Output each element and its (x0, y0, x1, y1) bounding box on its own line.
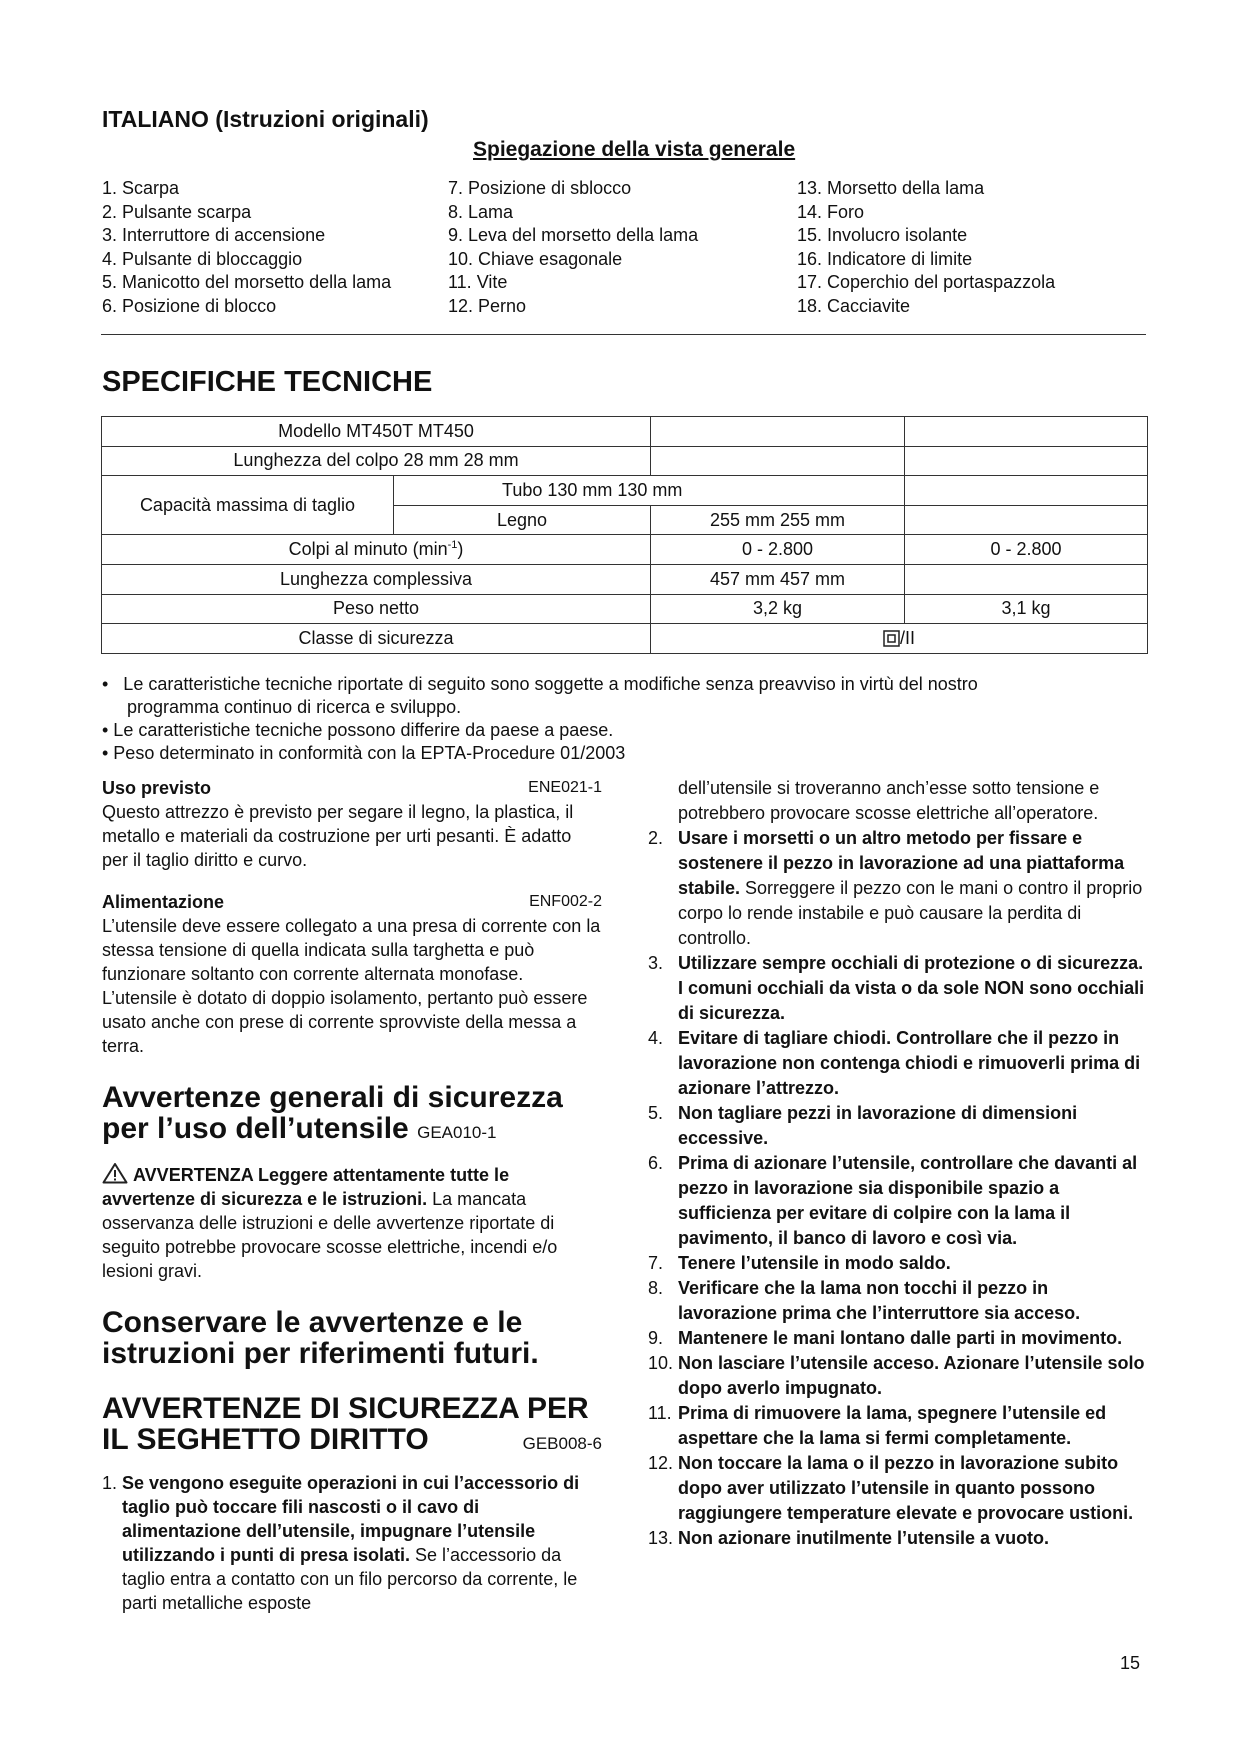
legend-item: 11. Vite (448, 272, 508, 293)
list-item (102, 1471, 602, 1615)
power-code: ENF002-2 (529, 893, 602, 910)
page-number: 15 (1120, 1653, 1141, 1673)
specs-table (101, 416, 1148, 654)
intended-use-text: Questo attrezzo è previsto per segare il legno, la plastica, il metallo e materiali da costruzione per urti pesanti. È adatto per il taglio diritto e curvo. (102, 802, 574, 870)
item-number: 13. (648, 1528, 674, 1548)
table-row (102, 594, 1148, 624)
spm-label-cell (102, 535, 651, 565)
intended-use-header (102, 776, 602, 800)
general-safety-title (102, 1082, 602, 1148)
weight-value-2: 3,1 kg (905, 594, 1148, 624)
saw-title-line-2 (102, 1424, 602, 1459)
specs-heading: SPECIFICHE TECNICHE (102, 366, 433, 398)
item-number: 6. (648, 1153, 664, 1173)
legend-column-2 (448, 177, 698, 319)
item-bold: Non toccare la lama o il pezzo in lavorazione subito dopo aver utilizzato l’utensile in quanto possono raggiungere temperature elevate e provocare ustioni. (678, 1453, 1134, 1523)
item-number: 10. (648, 1353, 674, 1373)
saw-code: GEB008-6 (522, 1434, 602, 1453)
legend-item: 13. Morsetto della lama (797, 178, 985, 198)
double-insulation-icon (883, 630, 900, 647)
item-bold: Prima di azionare l’utensile, controllare che davanti al pezzo in lavorazione sia disponibile spazio a sufficienza per evitare di colpire con la lama il pavimento, il banco di lavoro e così via. (678, 1153, 1138, 1248)
spm-label: Colpi al minuto (min (288, 539, 448, 560)
general-title-text: per l’uso dell’utensile (102, 1112, 409, 1145)
list-item (648, 1251, 1148, 1276)
capacity-label-cell: Capacità massima di taglio (102, 476, 394, 535)
note-line: • Le caratteristiche tecniche possono differire da paese a paese. (102, 720, 614, 740)
legend-item: 17. Coperchio del portaspazzola (797, 272, 1056, 293)
empty-cell (905, 564, 1148, 594)
note-line: • Le caratteristiche tecniche riportate di seguito sono soggette a modifiche senza preavviso in virtù del nostro (102, 674, 978, 694)
list-item (648, 1101, 1148, 1151)
general-code: GEA010-1 (417, 1123, 497, 1142)
table-row (102, 446, 1148, 476)
class-label-cell: Classe di sicurezza (102, 624, 651, 654)
item-number: 1. (102, 1473, 118, 1493)
saw-title-text: IL SEGHETTO DIRITTO (102, 1423, 429, 1456)
item-number: 4. (648, 1028, 664, 1048)
general-title-line-2 (102, 1113, 602, 1148)
item-number: 2. (648, 828, 664, 848)
table-row (102, 535, 1148, 565)
pipe-cell: Tubo 130 mm 130 mm (394, 476, 905, 506)
item-bold: Non azionare inutilmente l’utensile a vuoto. (678, 1528, 1050, 1548)
legend-item: 5. Manicotto del morsetto della lama (102, 272, 392, 293)
list-item (648, 1401, 1148, 1451)
legend-item: 10. Chiave esagonale (448, 248, 623, 269)
item-bold: Prima di rimuovere la lama, spegnere l’utensile ed aspettare che la lama si fermi completamente. (678, 1403, 1107, 1448)
item-bold: Utilizzare sempre occhiali di protezione o di sicurezza. I comuni occhiali da vista o da sole NON sono occhiali di sicurezza. (678, 953, 1145, 1023)
list-item (648, 1151, 1148, 1251)
spm-sup: -1 (447, 539, 458, 552)
legend-item: 6. Posizione di blocco (102, 295, 277, 316)
empty-cell (651, 417, 905, 447)
stroke-cell: Lunghezza del colpo 28 mm 28 mm (102, 446, 651, 476)
warning-paragraph (102, 1162, 602, 1283)
item-bold: Mantenere le mani lontano dalle parti in movimento. (678, 1328, 1123, 1348)
empty-cell (905, 476, 1148, 506)
empty-cell (905, 417, 1148, 447)
legend-item: 4. Pulsante di bloccaggio (102, 248, 303, 269)
table-row (102, 417, 1148, 447)
keep-instructions-title: Conservare le avvertenze e le istruzioni per riferimenti futuri. (102, 1306, 539, 1370)
table-row (102, 564, 1148, 594)
item-number: 3. (648, 953, 664, 973)
general-title-line-1: Avvertenze generali di sicurezza (102, 1081, 563, 1114)
right-column (648, 776, 1148, 1551)
length-value-cell: 457 mm 457 mm (651, 564, 905, 594)
power-text: L’utensile deve essere collegato a una presa di corrente con la stessa tensione di quella indicata sulla targhetta e può funzionare soltanto con corrente alternata monofase. L’utensile è dotato di doppio isolamento, pertanto può essere usato anche con prese di corrente sprovviste della messa a terra. (102, 916, 601, 1056)
empty-cell (905, 446, 1148, 476)
list-item (648, 1526, 1148, 1551)
table-row (102, 476, 1148, 506)
power-title: Alimentazione (102, 892, 225, 912)
empty-cell (905, 505, 1148, 535)
note-line: programma continuo di ricerca e sviluppo. (102, 697, 462, 717)
spm-value-1: 0 - 2.800 (651, 535, 905, 565)
list-item (648, 1351, 1148, 1401)
item-bold: Non tagliare pezzi in lavorazione di dimensioni eccessive. (678, 1103, 1078, 1148)
spm-value-2: 0 - 2.800 (905, 535, 1148, 565)
legend-column-1 (102, 177, 391, 319)
item-number: 5. (648, 1103, 664, 1123)
item-number: 7. (648, 1253, 664, 1273)
class-value-cell (651, 624, 1148, 654)
wood-label-cell: Legno (394, 505, 651, 535)
legend-item: 16. Indicatore di limite (797, 248, 973, 269)
item-bold: Evitare di tagliare chiodi. Controllare che il pezzo in lavorazione non contenga chiodi e rimuoverli prima di azionare l’attrezzo. (678, 1028, 1141, 1098)
empty-cell (651, 446, 905, 476)
table-row (102, 624, 1148, 654)
list-item (648, 1276, 1148, 1326)
warning-triangle-icon (102, 1162, 128, 1184)
legend-item: 18. Cacciavite (797, 295, 911, 316)
legend-item: 2. Pulsante scarpa (102, 201, 252, 222)
item-number: 11. (648, 1403, 672, 1423)
left-column (102, 776, 602, 1615)
continued-text: dell’utensile si troveranno anch’esse sotto tensione e potrebbero provocare scosse elettriche all’operatore. (678, 778, 1100, 823)
language-title: ITALIANO (Istruzioni originali) (102, 106, 429, 132)
weight-label-cell: Peso netto (102, 594, 651, 624)
item-number: 8. (648, 1278, 664, 1298)
warning-text: La mancata osservanza delle istruzioni e delle avvertenze riportate di seguito potrebbe provocare scosse elettriche, incendi e/o lesioni gravi. (102, 1189, 558, 1281)
spec-notes (102, 673, 1142, 765)
item-bold: Verificare che la lama non tocchi il pezzo in lavorazione prima che l’interruttore sia acceso. (678, 1278, 1081, 1323)
legend-item: 15. Involucro isolante (797, 225, 968, 246)
legend-item: 9. Leva del morsetto della lama (448, 225, 699, 246)
class-value: /II (899, 627, 915, 648)
legend-item: 8. Lama (448, 201, 514, 222)
saw-safety-title (102, 1393, 602, 1459)
wood-value-cell: 255 mm 255 mm (651, 505, 905, 535)
list-item (648, 951, 1148, 1026)
weight-value-1: 3,2 kg (651, 594, 905, 624)
legend-column-3 (797, 177, 1055, 319)
list-item (648, 826, 1148, 951)
spm-close: ) (457, 539, 464, 560)
header-divider (101, 334, 1146, 335)
saw-title-line-1: AVVERTENZE DI SICUREZZA PER (102, 1392, 589, 1425)
note-line: • Peso determinato in conformità con la EPTA-Procedure 01/2003 (102, 743, 626, 763)
legend-item: 7. Posizione di sblocco (448, 178, 632, 198)
legend-title: Spiegazione della vista generale (473, 138, 796, 161)
warning-bold: AVVERTENZA Leggere attentamente tutte le avvertenze di sicurezza e le istruzioni. (102, 1165, 510, 1209)
length-label-cell: Lunghezza complessiva (102, 564, 651, 594)
item-bold: Tenere l’utensile in modo saldo. (678, 1253, 951, 1273)
list-item (648, 1026, 1148, 1101)
legend-item: 1. Scarpa (102, 178, 180, 198)
model-cell: Modello MT450T MT450 (102, 417, 651, 447)
power-header (102, 890, 602, 914)
item-number: 12. (648, 1453, 674, 1473)
legend-item: 14. Foro (797, 201, 865, 222)
legend-item: 3. Interruttore di accensione (102, 225, 326, 246)
item-number: 9. (648, 1328, 664, 1348)
legend-item: 12. Perno (448, 295, 527, 316)
list-item (648, 1326, 1148, 1351)
item-text: Se l’accessorio da taglio entra a contatto con un filo percorso da corrente, le parti metalliche esposte (122, 1545, 578, 1613)
item-bold: Non lasciare l’utensile acceso. Azionare l’utensile solo dopo averlo impugnato. (678, 1353, 1145, 1398)
item-bold: Se vengono eseguite operazioni in cui l’accessorio di taglio può toccare fili nascosti o il cavo di alimentazione dell’utensile, impugnare l’utensile utilizzando i punti di presa isolati. (122, 1473, 580, 1565)
item-bold: Usare i morsetti o un altro metodo per fissare e sostenere il pezzo in lavorazione ad una piattaforma stabile. (678, 828, 1125, 898)
intended-use-code: ENE021-1 (528, 779, 602, 796)
right-list (648, 826, 1148, 1551)
intended-use-title: Uso previsto (102, 778, 212, 798)
list-item (648, 1451, 1148, 1526)
item-text: Sorreggere il pezzo con le mani o contro il proprio corpo lo rende instabile e può causare la perdita di controllo. (678, 878, 1143, 948)
